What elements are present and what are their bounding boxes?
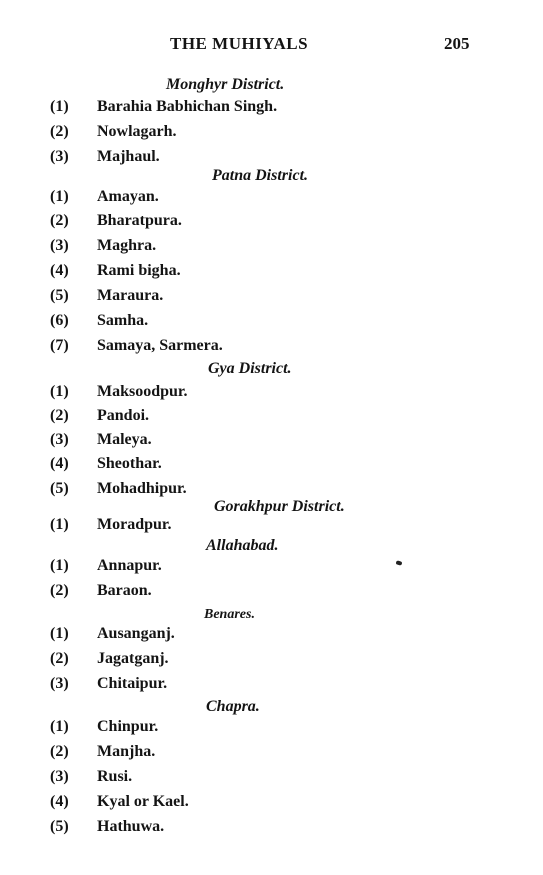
item-number: (5): [50, 480, 69, 497]
item-number: (3): [50, 237, 69, 254]
place-name: Mohadhipur.: [97, 480, 187, 497]
list-item: [0, 383, 543, 407]
item-number: (1): [50, 383, 69, 400]
page-title: THE MUHIYALS: [170, 34, 309, 53]
item-number: (2): [50, 212, 69, 229]
item-number: (1): [50, 188, 69, 205]
place-name: Maleya.: [97, 431, 152, 448]
list-item: [0, 557, 543, 581]
item-number: (1): [50, 718, 69, 735]
place-name: Rami bigha.: [97, 262, 181, 279]
place-name: Nowlagarh.: [97, 123, 177, 140]
section-heading: Chapra.: [206, 698, 260, 715]
place-name: Pandoi.: [97, 407, 150, 424]
item-number: (2): [50, 123, 69, 140]
item-number: (4): [50, 455, 69, 472]
place-name: Ausanganj.: [97, 625, 175, 642]
list-item: [0, 431, 543, 455]
place-name: Samha.: [97, 312, 149, 329]
section-heading: Patna District.: [212, 167, 309, 184]
item-number: (3): [50, 768, 69, 785]
item-number: (3): [50, 675, 69, 692]
list-item: [0, 123, 543, 147]
list-item: [0, 625, 543, 649]
place-name: Manjha.: [97, 743, 156, 760]
place-name: Annapur.: [97, 557, 162, 574]
item-number: (3): [50, 431, 69, 448]
section-heading: Allahabad.: [206, 537, 279, 554]
item-number: (1): [50, 625, 69, 642]
list-item: [0, 287, 543, 311]
place-name: Chinpur.: [97, 718, 159, 735]
place-name: Moradpur.: [97, 516, 172, 533]
item-number: (6): [50, 312, 69, 329]
list-item: [0, 818, 543, 842]
page-number: 205: [444, 34, 470, 53]
section-heading: Gorakhpur District.: [214, 498, 345, 515]
item-number: (2): [50, 743, 69, 760]
place-name: Jagatganj.: [97, 650, 169, 667]
list-item: [0, 312, 543, 336]
section-heading-row: [0, 76, 543, 100]
list-item: [0, 262, 543, 286]
item-number: (7): [50, 337, 69, 354]
list-item: [0, 212, 543, 236]
list-item: [0, 650, 543, 674]
place-name: Barahia Babhichan Singh.: [97, 98, 278, 115]
place-name: Maraura.: [97, 287, 164, 304]
item-number: (2): [50, 582, 69, 599]
place-name: Maghra.: [97, 237, 157, 254]
list-item: [0, 582, 543, 606]
item-number: (3): [50, 148, 69, 165]
item-number: (4): [50, 262, 69, 279]
list-item: [0, 188, 543, 212]
section-heading-row: [0, 360, 543, 384]
item-number: (1): [50, 98, 69, 115]
place-name: Maksoodpur.: [97, 383, 188, 400]
list-item: [0, 98, 543, 122]
list-item: [0, 455, 543, 479]
place-name: Kyal or Kael.: [97, 793, 189, 810]
place-name: Samaya, Sarmera.: [97, 337, 223, 354]
item-number: (2): [50, 407, 69, 424]
list-item: [0, 718, 543, 742]
list-item: [0, 768, 543, 792]
place-name: Baraon.: [97, 582, 152, 599]
item-number: (1): [50, 557, 69, 574]
section-heading: Gya District.: [208, 360, 292, 377]
list-item: [0, 675, 543, 699]
place-name: Sheothar.: [97, 455, 162, 472]
running-head: [0, 34, 543, 56]
list-item: [0, 793, 543, 817]
list-item: [0, 407, 543, 431]
place-name: Rusi.: [97, 768, 133, 785]
place-name: Hathuwa.: [97, 818, 165, 835]
list-item: [0, 743, 543, 767]
section-heading: Benares.: [204, 607, 255, 622]
place-name: Majhaul.: [97, 148, 160, 165]
section-heading: Monghyr District.: [166, 76, 285, 93]
place-name: Bharatpura.: [97, 212, 182, 229]
list-item: [0, 337, 543, 361]
item-number: (2): [50, 650, 69, 667]
item-number: (5): [50, 287, 69, 304]
place-name: Chitaipur.: [97, 675, 168, 692]
item-number: (1): [50, 516, 69, 533]
item-number: (4): [50, 793, 69, 810]
item-number: (5): [50, 818, 69, 835]
place-name: Amayan.: [97, 188, 159, 205]
list-item: [0, 237, 543, 261]
